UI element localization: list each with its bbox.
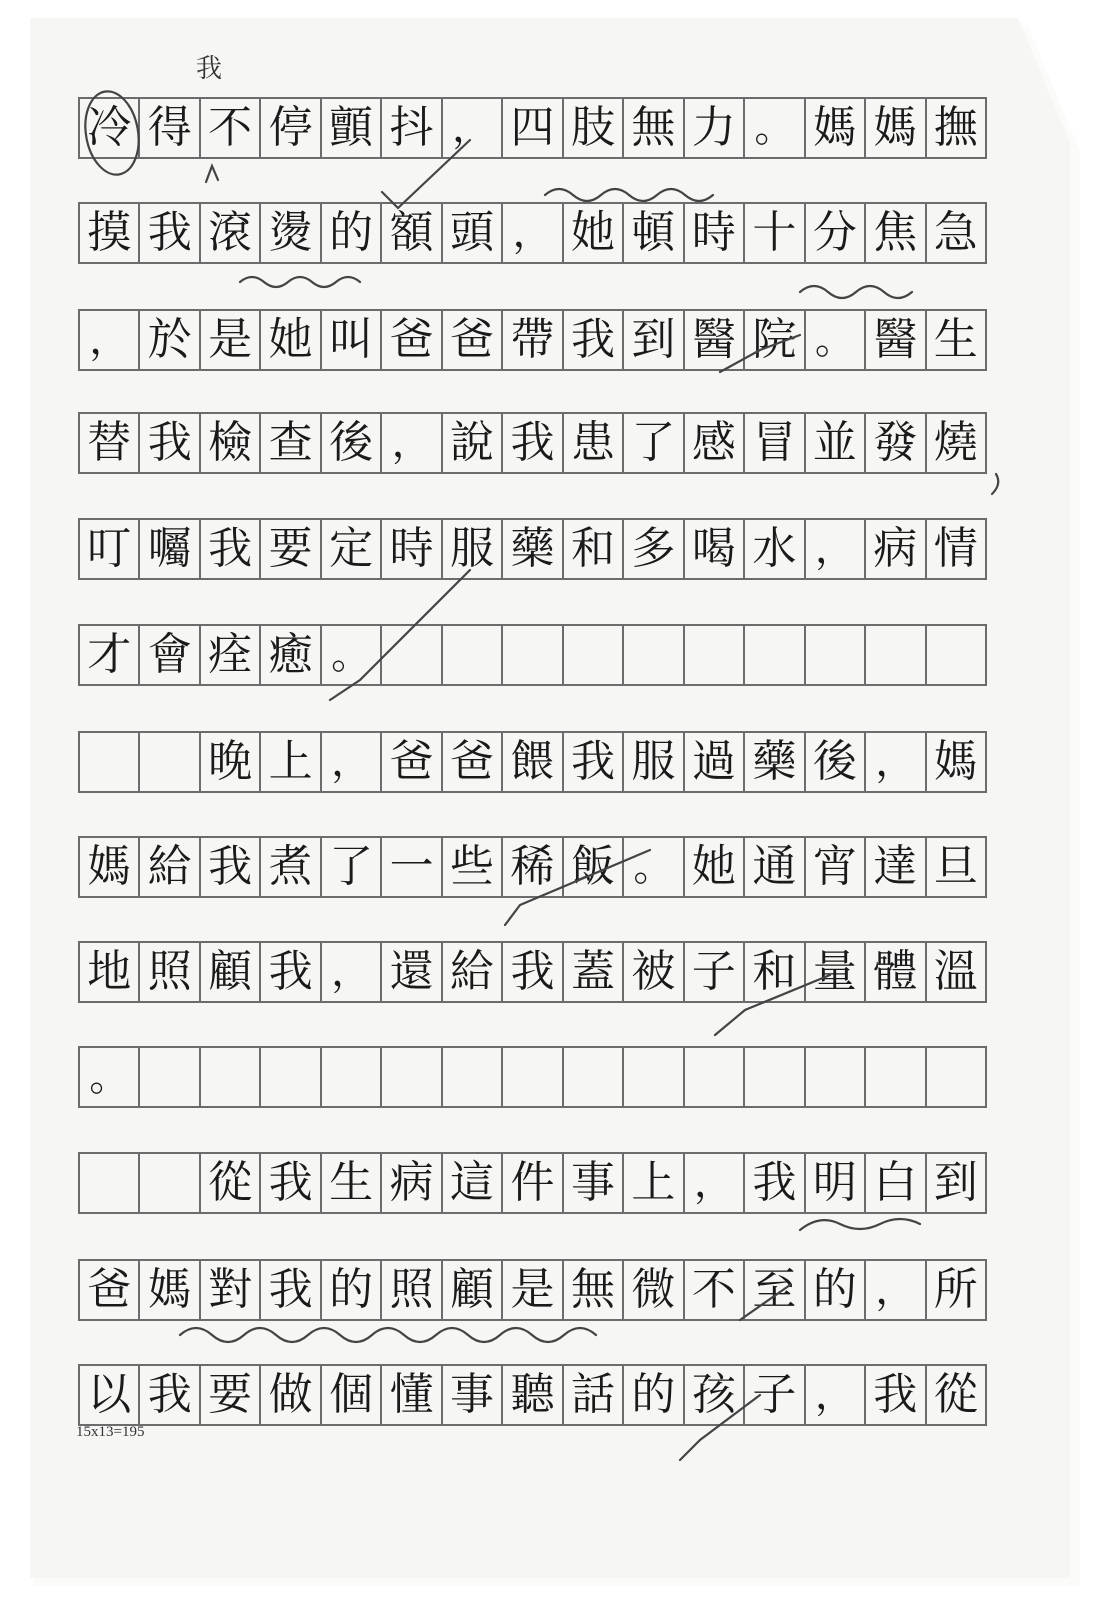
grid-cell: 滾: [201, 204, 261, 262]
grid-cell: 院: [745, 311, 805, 369]
grid-cell: 頓: [624, 204, 684, 262]
grid-row: [78, 309, 987, 371]
grid-cell: ，: [866, 1261, 926, 1319]
grid-cell: 到: [624, 311, 684, 369]
grid-cell: 懂: [382, 1366, 442, 1424]
grid-cell: ，: [685, 1154, 745, 1212]
grid-row: [78, 836, 987, 898]
grid-cell: 顧: [201, 943, 261, 1001]
grid-cell: [866, 626, 926, 684]
grid-cell: [685, 626, 745, 684]
grid-cell: 媽: [80, 838, 140, 896]
grid-cell: 生: [927, 311, 987, 369]
grid-cell: 顫: [322, 99, 382, 157]
grid-cell: 會: [140, 626, 200, 684]
grid-cell: 要: [261, 520, 321, 578]
grid-cell: [624, 626, 684, 684]
grid-cell: 我: [201, 838, 261, 896]
grid-cell: [564, 1048, 624, 1106]
grid-cell: 感: [685, 414, 745, 472]
grid-cell: [140, 733, 200, 791]
grid-cell: ，: [503, 204, 563, 262]
grid-cell: [685, 1048, 745, 1106]
grid-cell: 才: [80, 626, 140, 684]
grid-cell: 服: [443, 520, 503, 578]
grid-cell: 說: [443, 414, 503, 472]
grid-cell: [80, 733, 140, 791]
grid-cell: 對: [201, 1261, 261, 1319]
grid-cell: 冷: [80, 99, 140, 157]
grid-cell: 停: [261, 99, 321, 157]
grid-cell: [927, 626, 987, 684]
grid-cell: 明: [806, 1154, 866, 1212]
grid-cell: 媽: [140, 1261, 200, 1319]
grid-row: [78, 624, 987, 686]
grid-cell: [503, 626, 563, 684]
grid-cell: 檢: [201, 414, 261, 472]
grid-cell: 要: [201, 1366, 261, 1424]
grid-row: [78, 1259, 987, 1321]
grid-cell: [624, 1048, 684, 1106]
grid-cell: 額: [382, 204, 442, 262]
grid-cell: 我: [503, 943, 563, 1001]
grid-cell: 無: [624, 99, 684, 157]
grid-cell: [745, 1048, 805, 1106]
grid-cell: 的: [322, 204, 382, 262]
grid-cell: 藥: [503, 520, 563, 578]
grid-cell: 她: [261, 311, 321, 369]
grid-cell: 所: [927, 1261, 987, 1319]
grid-cell: 我: [564, 311, 624, 369]
grid-cell: 爸: [382, 311, 442, 369]
grid-cell: 媽: [927, 733, 987, 791]
grid-cell: 照: [140, 943, 200, 1001]
grid-cell: 力: [685, 99, 745, 157]
grid-cell: 替: [80, 414, 140, 472]
grid-cell: 顧: [443, 1261, 503, 1319]
grid-cell: 我: [201, 520, 261, 578]
grid-cell: 宵: [806, 838, 866, 896]
grid-cell: 微: [624, 1261, 684, 1319]
grid-cell: 我: [564, 733, 624, 791]
grid-cell: 時: [685, 204, 745, 262]
grid-cell: [80, 1154, 140, 1212]
grid-cell: 喝: [685, 520, 745, 578]
grid-cell: 至: [745, 1261, 805, 1319]
grid-cell: [564, 626, 624, 684]
insertion-mark-text: 我: [196, 54, 223, 84]
grid-cell: ，: [322, 733, 382, 791]
grid-cell: 得: [140, 99, 200, 157]
grid-cell: [443, 1048, 503, 1106]
grid-cell: 不: [685, 1261, 745, 1319]
grid-cell: [927, 1048, 987, 1106]
grid-cell: 做: [261, 1366, 321, 1424]
grid-cell: 多: [624, 520, 684, 578]
grid-cell: 體: [866, 943, 926, 1001]
grid-cell: 我: [503, 414, 563, 472]
grid-cell: [382, 626, 442, 684]
grid-cell: 被: [624, 943, 684, 1001]
grid-cell: 爸: [382, 733, 442, 791]
grid-cell: 話: [564, 1366, 624, 1424]
grid-cell: 過: [685, 733, 745, 791]
grid-cell: 後: [322, 414, 382, 472]
grid-cell: 抖: [382, 99, 442, 157]
grid-cell: [745, 626, 805, 684]
grid-cell: 量: [806, 943, 866, 1001]
grid-cell: 帶: [503, 311, 563, 369]
grid-cell: 是: [201, 311, 261, 369]
grid-cell: 肢: [564, 99, 624, 157]
grid-cell: 和: [564, 520, 624, 578]
grid-cell: 通: [745, 838, 805, 896]
grid-cell: ，: [806, 1366, 866, 1424]
grid-cell: 這: [443, 1154, 503, 1212]
grid-cell: 子: [745, 1366, 805, 1424]
grid-cell: 上: [261, 733, 321, 791]
grid-cell: 還: [382, 943, 442, 1001]
grid-cell: 無: [564, 1261, 624, 1319]
grid-cell: 聽: [503, 1366, 563, 1424]
grid-row: [78, 731, 987, 793]
grid-cell: 的: [624, 1366, 684, 1424]
grid-cell: 我: [866, 1366, 926, 1424]
grid-cell: 十: [745, 204, 805, 262]
grid-cell: [322, 1048, 382, 1106]
grid-cell: ，: [806, 520, 866, 578]
grid-cell: 她: [685, 838, 745, 896]
grid-cell: 我: [261, 1154, 321, 1212]
grid-cell: [866, 1048, 926, 1106]
grid-cell: 我: [261, 943, 321, 1001]
grid-cell: 頭: [443, 204, 503, 262]
grid-cell: 醫: [685, 311, 745, 369]
grid-cell: ，: [443, 99, 503, 157]
grid-cell: 了: [624, 414, 684, 472]
grid-cell: 於: [140, 311, 200, 369]
grid-cell: 件: [503, 1154, 563, 1212]
grid-cell: 個: [322, 1366, 382, 1424]
grid-cell: ，: [80, 311, 140, 369]
grid-cell: [806, 1048, 866, 1106]
grid-cell: 給: [140, 838, 200, 896]
grid-cell: [140, 1048, 200, 1106]
grid-cell: 摸: [80, 204, 140, 262]
grid-cell: [261, 1048, 321, 1106]
grid-cell: 服: [624, 733, 684, 791]
grid-cell: 分: [806, 204, 866, 262]
grid-cell: 我: [745, 1154, 805, 1212]
grid-cell: 燒: [927, 414, 987, 472]
grid-cell: 旦: [927, 838, 987, 896]
grid-cell: 是: [503, 1261, 563, 1319]
grid-cell: 爸: [443, 311, 503, 369]
grid-cell: 媽: [866, 99, 926, 157]
grid-row: [78, 941, 987, 1003]
grid-cell: 並: [806, 414, 866, 472]
grid-cell: 囑: [140, 520, 200, 578]
grid-cell: 爸: [443, 733, 503, 791]
grid-row: [78, 1046, 987, 1108]
grid-row: [78, 97, 987, 159]
grid-cell: 病: [866, 520, 926, 578]
grid-cell: 了: [322, 838, 382, 896]
grid-cell: 定: [322, 520, 382, 578]
grid-cell: 病: [382, 1154, 442, 1212]
grid-cell: 稀: [503, 838, 563, 896]
grid-cell: 從: [927, 1366, 987, 1424]
grid-cell: 藥: [745, 733, 805, 791]
grid-cell: 冒: [745, 414, 805, 472]
grid-cell: 我: [261, 1261, 321, 1319]
grid-cell: ，: [866, 733, 926, 791]
grid-cell: 情: [927, 520, 987, 578]
grid-cell: 我: [140, 204, 200, 262]
grid-cell: 到: [927, 1154, 987, 1212]
grid-cell: 爸: [80, 1261, 140, 1319]
grid-cell: 發: [866, 414, 926, 472]
grid-cell: 的: [806, 1261, 866, 1319]
grid-cell: [140, 1154, 200, 1212]
grid-cell: 撫: [927, 99, 987, 157]
grid-cell: 燙: [261, 204, 321, 262]
grid-cell: 白: [866, 1154, 926, 1212]
grid-cell: 孩: [685, 1366, 745, 1424]
grid-cell: 時: [382, 520, 442, 578]
grid-cell: 痊: [201, 626, 261, 684]
grid-row: [78, 1364, 987, 1426]
grid-cell: 事: [564, 1154, 624, 1212]
grid-cell: 給: [443, 943, 503, 1001]
grid-cell: 和: [745, 943, 805, 1001]
grid-cell: [443, 626, 503, 684]
grid-cell: 飯: [564, 838, 624, 896]
grid-row: [78, 1152, 987, 1214]
grid-cell: 些: [443, 838, 503, 896]
grid-cell: 的: [322, 1261, 382, 1319]
grid-cell: [382, 1048, 442, 1106]
grid-cell: 溫: [927, 943, 987, 1001]
grid-cell: [806, 626, 866, 684]
grid-cell: 我: [140, 1366, 200, 1424]
grid-cell: 餵: [503, 733, 563, 791]
grid-cell: 上: [624, 1154, 684, 1212]
grid-cell: 叫: [322, 311, 382, 369]
grid-cell: 。: [624, 838, 684, 896]
grid-cell: 事: [443, 1366, 503, 1424]
grid-cell: 四: [503, 99, 563, 157]
grid-cell: 焦: [866, 204, 926, 262]
grid-cell: 水: [745, 520, 805, 578]
grid-cell: 叮: [80, 520, 140, 578]
grid-cell: 蓋: [564, 943, 624, 1001]
grid-cell: 醫: [866, 311, 926, 369]
grid-count-label: 15x13=195: [76, 1424, 145, 1440]
grid-cell: 達: [866, 838, 926, 896]
grid-cell: 。: [806, 311, 866, 369]
grid-row: [78, 518, 987, 580]
grid-cell: 不: [201, 99, 261, 157]
grid-cell: 她: [564, 204, 624, 262]
grid-cell: 生: [322, 1154, 382, 1212]
grid-cell: 晚: [201, 733, 261, 791]
grid-cell: ，: [382, 414, 442, 472]
grid-cell: 患: [564, 414, 624, 472]
grid-cell: [503, 1048, 563, 1106]
grid-cell: 。: [80, 1048, 140, 1106]
grid-cell: 。: [745, 99, 805, 157]
grid-cell: 癒: [261, 626, 321, 684]
grid-cell: 煮: [261, 838, 321, 896]
grid-row: [78, 412, 987, 474]
grid-cell: 媽: [806, 99, 866, 157]
grid-cell: 我: [140, 414, 200, 472]
grid-cell: 。: [322, 626, 382, 684]
grid-cell: 急: [927, 204, 987, 262]
grid-cell: 以: [80, 1366, 140, 1424]
grid-row: [78, 202, 987, 264]
grid-cell: [201, 1048, 261, 1106]
grid-cell: 一: [382, 838, 442, 896]
grid-cell: ，: [322, 943, 382, 1001]
grid-cell: 查: [261, 414, 321, 472]
grid-cell: 地: [80, 943, 140, 1001]
grid-cell: 後: [806, 733, 866, 791]
grid-cell: 照: [382, 1261, 442, 1319]
grid-cell: 子: [685, 943, 745, 1001]
grid-cell: 從: [201, 1154, 261, 1212]
